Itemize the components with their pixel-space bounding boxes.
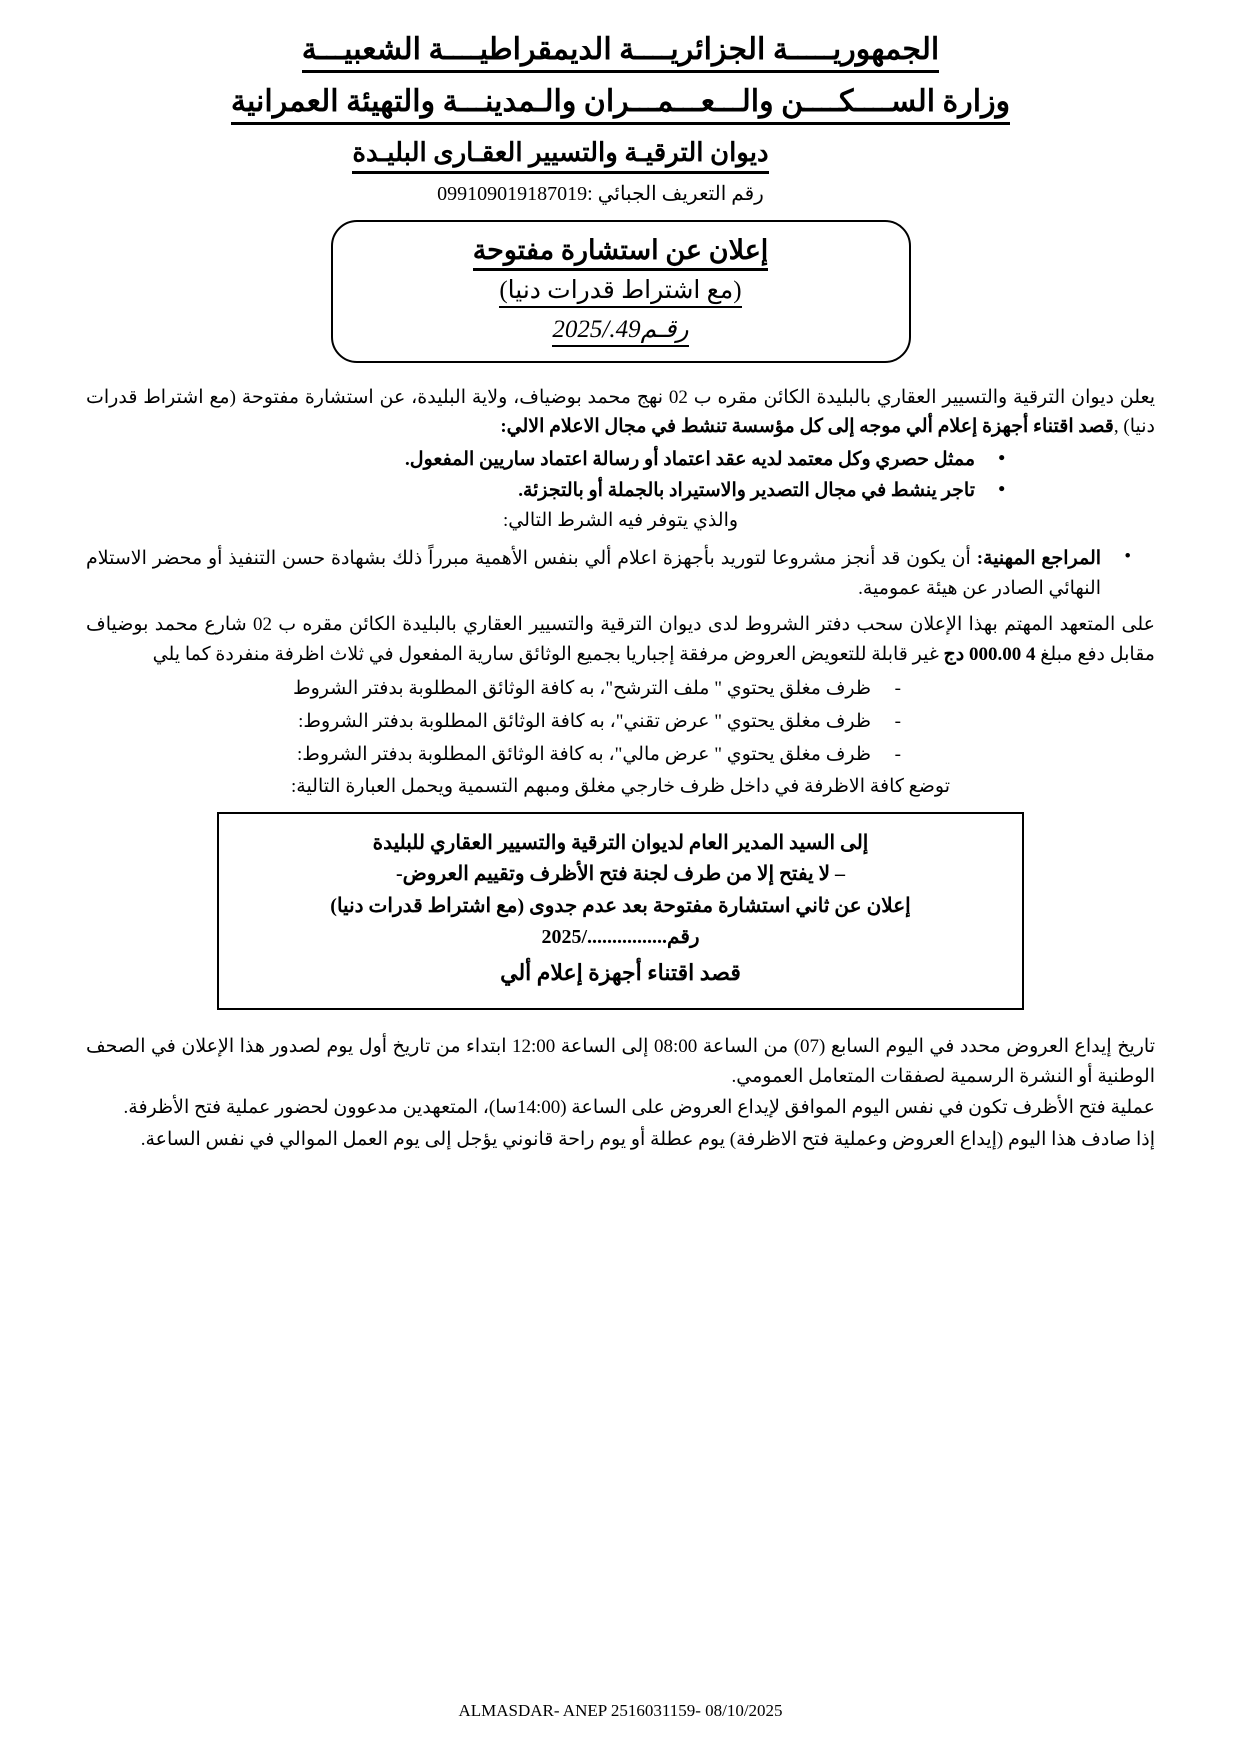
envelope-inscription-line-5: قصد اقتناء أجهزة إعلام ألي [500,960,741,986]
envelope-requirements-list [86,673,1155,771]
tax-label: رقم التعريف الجبائي : [587,182,764,205]
document-footer: ALMASDAR- ANEP 2516031159- 08/10/2025 [458,1701,783,1720]
list-item [86,739,905,772]
deadline-paragraph-2: عملية فتح الأظرف تكون في نفس اليوم الموافق لإيداع العروض على الساعة (14:00سا)، المتعهدين مدعوون لحضور عملية فتح الأظرفة. [123,1097,1155,1119]
header-office-text: ديوان الترقيـة والتسيير العقـارى البليـدة [352,136,768,174]
announcement-title-sub: (مع اشتراط قدرات دنيا) [499,275,741,308]
withdrawal-amount: 4 000.00 دج [943,643,1036,665]
bullet-text: تاجر ينشط في مجال التصدير والاستيراد بالجملة أو بالتجزئة. [518,480,975,502]
outer-envelope-note: توضع كافة الاظرفة في داخل ظرف خارجي مغلق ومبهم التسمية ويحمل العبارة التالية: [290,776,951,798]
header-republic-line [86,30,1155,73]
intro-paragraph [86,383,1155,442]
professional-references-text: أن يكون قد أنجز مشروعا لتوريد بأجهزة اعلام ألي بنفس الأهمية مبرراً ذلك بشهادة حسن التنفيذ أو محضر الاستلام النهائي الصادر عن هيئة عمومية. [86,547,1101,599]
condition-intro-line: والذي يتوفر فيه الشرط التالي: [502,509,739,531]
envelope-item-text: ظرف مغلق يحتوي " ملف الترشح"، به كافة الوثائق المطلوبة بدفتر الشروط [293,678,871,700]
intro-text-bold: قصد اقتناء أجهزة إعلام ألي موجه إلى كل مؤسسة تنشط في مجال الاعلام الالي: [500,416,1114,438]
header-ministry-text: وزارة الســــكــــن والـــعـــمـــران والـمدينـــة والتهيئة العمرانية [231,82,1010,125]
withdrawal-paragraph [86,610,1155,669]
deadline-paragraph-3: إذا صادف هذا اليوم (إيداع العروض وعملية فتح الاظرفة) يوم عطلة أو يوم راحة قانوني يؤجل إلى يوم العمل الموالي في نفس الساعة. [140,1128,1155,1150]
envelope-inscription-line-1: إلى السيد المدير العام لديوان الترقية والتسيير العقاري للبليدة [372,832,869,855]
list-item [86,444,1005,475]
list-item [86,475,1005,506]
envelope-inscription-box [217,812,1024,1010]
announcement-title-main-row [343,234,899,271]
announcement-number: رقـم49./2025 [552,314,688,347]
bullet-text: ممثل حصري وكل معتمد لديه عقد اعتماد أو رسالة اعتماد ساريين المفعول. [405,448,975,470]
document-header [86,30,1155,177]
deadline-paragraph-1: تاريخ إيداع العروض محدد في اليوم السابع (07) من الساعة 08:00 إلى الساعة 12:00 ابتداء من تاريخ أول يوم لصدور هذا الإعلان في الصحف الوطنية أو النشرة الرسمية لصفقات المتعامل العمومي. [86,1036,1155,1087]
announcement-title-main: إعلان عن استشارة مفتوحة [473,234,769,271]
header-republic-text: الجمهوريـــــة الجزائريــــة الديمقراطيــــة الشعبيـــة [302,30,940,73]
envelope-item-text: ظرف مغلق يحتوي " عرض تقني"، به كافة الوثائق المطلوبة بدفتر الشروط: [298,710,871,732]
envelope-item-text: ظرف مغلق يحتوي " عرض مالي"، به كافة الوثائق المطلوبة بدفتر الشروط: [296,743,871,765]
professional-references-label: المراجع المهنية: [976,547,1102,569]
header-ministry-line [86,82,1155,125]
header-office-line [86,136,1155,177]
envelope-inscription-line-2: – لا يفتح إلا من طرف لجنة فتح الأظرف وتقييم العروض- [395,863,846,886]
envelope-inscription-line-3: إعلان عن ثاني استشارة مفتوحة بعد عدم جدوى (مع اشتراط قدرات دنيا) [330,894,911,917]
tax-identification-line [86,181,1155,206]
list-item [86,673,905,706]
envelope-inscription-line-4: رقم................/2025 [541,925,700,948]
withdrawal-text-part1: على المتعهد المهتم بهذا الإعلان سحب دفتر الشروط لدى ديوان الترقية والتسيير العقاري بالبليدة الكائن مقره ب 02 شارع محمد بوضياف مقابل دفع مبلغ [86,614,1156,665]
list-item [86,706,905,739]
withdrawal-text-part2: غير قابلة للتعويض العروض مرفقة إجباريا بجميع الوثائق سارية المفعول في ثلاث اظرفة منفردة كما يلي [152,643,944,665]
announcement-number-row [343,308,899,347]
list-item [86,544,1131,605]
professional-references-list [86,544,1155,605]
announcement-title-box [331,220,911,363]
tax-number: 099109019187019 [437,182,588,205]
announcement-title-sub-row [343,271,899,308]
qualification-bullet-list [86,444,1155,507]
intro-text-normal: يعلن ديوان الترقية والتسيير العقاري بالبليدة الكائن مقره ب 02 نهج محمد بوضياف، ولاية البليدة، عن استشارة مفتوحة (مع اشتراط قدرات دنيا) , [86,387,1155,438]
